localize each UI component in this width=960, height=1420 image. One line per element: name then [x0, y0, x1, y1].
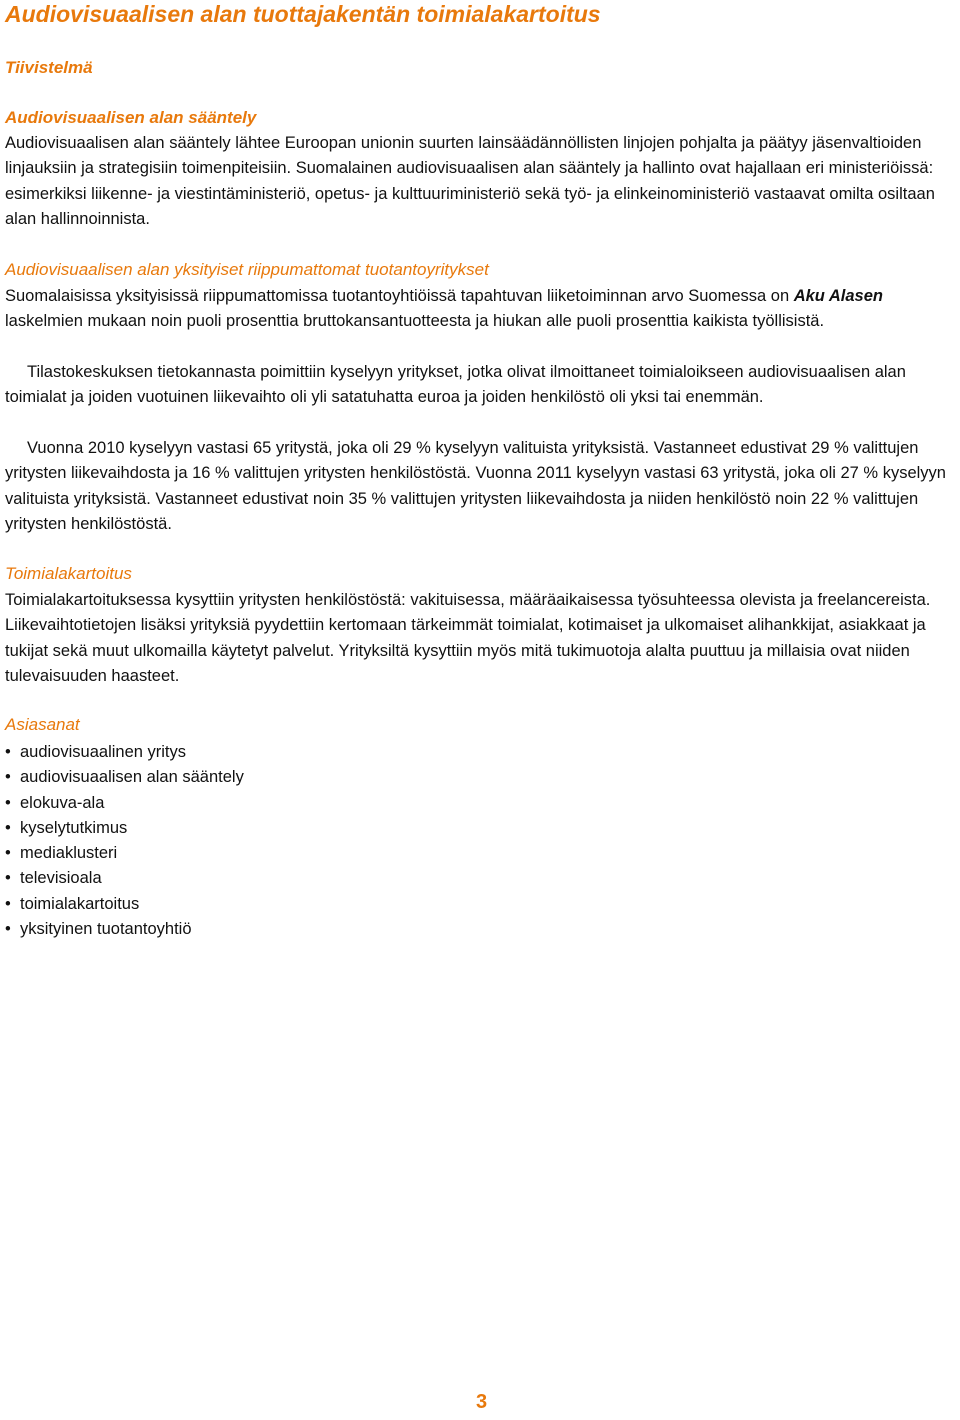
- section-heading-regulation: Audiovisuaalisen alan sääntely: [5, 108, 257, 127]
- keyword-label: yksityinen tuotantoyhtiö: [20, 920, 192, 939]
- keyword-label: mediaklusteri: [20, 844, 118, 863]
- bullet-icon: •: [5, 768, 11, 787]
- keyword-list: [5, 740, 244, 942]
- bullet-icon: •: [5, 920, 11, 939]
- list-item: [5, 841, 244, 866]
- keyword-label: kyselytutkimus: [20, 818, 128, 837]
- section-paragraph-sampling: Tilastokeskuksen tietokannasta poimittiin kyselyyn yritykset, jotka olivat ilmoittaneet toimialoikseen audiovisuaalisen alan toimialat ja joiden vuotuinen liikevaihto oli yli satatuhatta euroa ja joiden henkilöstö oli yksi tai enemmän.: [5, 363, 906, 407]
- bullet-icon: •: [5, 818, 11, 837]
- bullet-icon: •: [5, 869, 11, 888]
- paragraph-text: Suomalaisissa yksityisissä riippumattomissa tuotantoyhtiöissä tapahtuvan liiketoiminnan arvo Suomessa on: [5, 287, 794, 305]
- section-heading-survey: Toimialakartoitus: [5, 564, 132, 583]
- author-name: Aku Alasen: [793, 287, 883, 305]
- bullet-icon: •: [5, 894, 11, 913]
- list-item: [5, 791, 244, 816]
- keyword-label: audiovisuaalinen yritys: [20, 743, 187, 761]
- bullet-icon: •: [5, 793, 11, 812]
- section-heading-production-companies: Audiovisuaalisen alan yksityiset riippumattomat tuotantoyritykset: [5, 260, 489, 279]
- bullet-icon: •: [5, 743, 11, 761]
- list-item: [5, 866, 244, 891]
- bullet-icon: •: [5, 844, 11, 863]
- list-item: [5, 892, 244, 917]
- page-number: 3: [476, 1391, 488, 1413]
- list-item: [5, 816, 244, 841]
- section-text-survey: Toimialakartoituksessa kysyttiin yritysten henkilöstöstä: vakituisessa, määräaikaisessa työsuhteessa olevista ja freelancereista. Liikevaihtotietojen lisäksi yrityksiä pyydettiin kertomaan tärkeimmät toimialat, kotimaiset ja ulkomaiset alihankkijat, asiakkaat ja tukijat sekä muut ulkomailla käytetyt palvelut. Yrityksiltä kysyttiin myös mitä tukimuotoja alalta puuttuu ja millaisia ovat niiden tulevaisuuden haasteet.: [5, 591, 931, 685]
- keyword-label: televisioala: [20, 869, 102, 888]
- list-item: [5, 765, 244, 790]
- paragraph-text: laskelmien mukaan noin puoli prosenttia bruttokansantuotteesta ja hiukan alle puoli prosenttia kaikista työllisistä.: [5, 312, 825, 331]
- section-paragraph-value: [5, 284, 957, 335]
- list-item: [5, 917, 244, 942]
- section-heading-keywords: Asiasanat: [5, 715, 80, 734]
- keyword-label: toimialakartoitus: [20, 894, 140, 913]
- abstract-heading: Tiivistelmä: [5, 58, 93, 77]
- section-paragraph-responses: Vuonna 2010 kyselyyn vastasi 65 yritystä, joka oli 29 % kyselyyn valituista yrityksistä. Vastanneet edustivat 29 % valittujen yritysten liikevaihdosta ja 16 % valittujen yritysten henkilöstöstä. Vuonna 2011 kyselyyn vastasi 63 yritystä, joka oli 27 % kyselyyn valituista yrityksistä. Vastanneet edustivat noin 35 % valittujen yritysten liikevaihdosta ja niiden henkilöstö noin 22 % valittujen yritysten henkilöstöstä.: [5, 439, 946, 533]
- section-text-regulation: Audiovisuaalisen alan sääntely lähtee Euroopan unionin suurten lainsäädännöllisten linjojen pohjalta ja päätyy jäsenvaltioiden linjauksiin ja strategisiin toimenpiteisiin. Suomalainen audiovisuaalisen alan sääntely ja hallinto ovat hajallaan eri ministeriöissä: esimerkiksi liikenne- ja viestintäministeriö, opetus- ja kulttuuriministeriö sekä työ- ja elinkeinoministeriö vastaavat omilta osiltaan alan hallinnoinnista.: [5, 134, 935, 228]
- list-item: [5, 740, 244, 765]
- document-title: Audiovisuaalisen alan tuottajakentän toimialakartoitus: [5, 1, 601, 27]
- keyword-label: elokuva-ala: [20, 793, 105, 812]
- keyword-label: audiovisuaalisen alan sääntely: [20, 768, 244, 787]
